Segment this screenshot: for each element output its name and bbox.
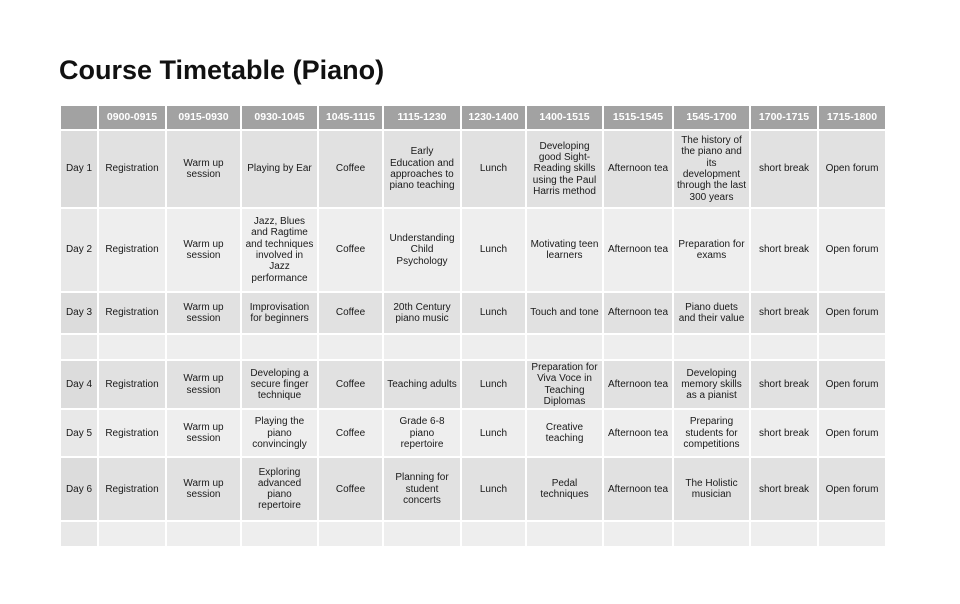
session-cell: The Holistic musician <box>673 457 750 521</box>
session-cell: Warm up session <box>166 457 241 521</box>
session-cell: Afternoon tea <box>603 457 673 521</box>
session-cell: Warm up session <box>166 208 241 292</box>
session-cell: Registration <box>98 208 166 292</box>
day-row <box>60 292 886 334</box>
header-corner-cell <box>60 105 98 130</box>
session-cell: Warm up session <box>166 409 241 457</box>
day-row <box>60 130 886 208</box>
day-row <box>60 409 886 457</box>
session-cell: 20th Century piano music <box>383 292 461 334</box>
session-cell: Coffee <box>318 360 383 409</box>
session-cell: Registration <box>98 360 166 409</box>
time-slot-header: 1230-1400 <box>461 105 526 130</box>
timetable-body <box>60 130 886 547</box>
session-cell <box>818 334 886 360</box>
session-cell <box>241 334 318 360</box>
day-label: Day 6 <box>60 457 98 521</box>
session-cell: Pedal techniques <box>526 457 603 521</box>
session-cell: Exploring advanced piano repertoire <box>241 457 318 521</box>
day-label: Day 2 <box>60 208 98 292</box>
session-cell: short break <box>750 360 818 409</box>
session-cell: Playing the piano convincingly <box>241 409 318 457</box>
session-cell <box>526 521 603 547</box>
session-cell: Open forum <box>818 409 886 457</box>
time-slot-header: 1045-1115 <box>318 105 383 130</box>
session-cell <box>750 521 818 547</box>
time-slot-header: 1400-1515 <box>526 105 603 130</box>
timetable-header <box>60 105 886 130</box>
session-cell <box>818 521 886 547</box>
session-cell: Early Education and approaches to piano teaching <box>383 130 461 208</box>
session-cell: Creative teaching <box>526 409 603 457</box>
day-row <box>60 208 886 292</box>
session-cell: Lunch <box>461 409 526 457</box>
session-cell: Grade 6-8 piano repertoire <box>383 409 461 457</box>
session-cell <box>526 334 603 360</box>
session-cell <box>673 521 750 547</box>
time-slot-header: 0930-1045 <box>241 105 318 130</box>
session-cell: Registration <box>98 292 166 334</box>
page-title: Course Timetable (Piano) <box>59 55 385 85</box>
session-cell: Warm up session <box>166 292 241 334</box>
session-cell <box>241 521 318 547</box>
session-cell <box>166 521 241 547</box>
time-slot-header: 1515-1545 <box>603 105 673 130</box>
session-cell: The history of the piano and its development through the last 300 years <box>673 130 750 208</box>
session-cell: Coffee <box>318 457 383 521</box>
session-cell: Afternoon tea <box>603 292 673 334</box>
session-cell: short break <box>750 208 818 292</box>
session-cell: Coffee <box>318 130 383 208</box>
session-cell: Afternoon tea <box>603 208 673 292</box>
session-cell: Developing good Sight-Reading skills using the Paul Harris method <box>526 130 603 208</box>
time-slot-header: 1715-1800 <box>818 105 886 130</box>
session-cell <box>318 334 383 360</box>
session-cell: Lunch <box>461 208 526 292</box>
session-cell <box>461 521 526 547</box>
session-cell: Coffee <box>318 409 383 457</box>
session-cell: Open forum <box>818 130 886 208</box>
session-cell: short break <box>750 409 818 457</box>
session-cell: Warm up session <box>166 130 241 208</box>
session-cell: short break <box>750 292 818 334</box>
session-cell: Improvisation for beginners <box>241 292 318 334</box>
time-slot-header: 1115-1230 <box>383 105 461 130</box>
day-label: Day 1 <box>60 130 98 208</box>
session-cell: short break <box>750 457 818 521</box>
session-cell: Motivating teen learners <box>526 208 603 292</box>
session-cell: Developing a secure finger technique <box>241 360 318 409</box>
session-cell: Planning for student concerts <box>383 457 461 521</box>
session-cell <box>318 521 383 547</box>
session-cell <box>603 334 673 360</box>
session-cell: Playing by Ear <box>241 130 318 208</box>
time-slot-header: 1545-1700 <box>673 105 750 130</box>
session-cell <box>750 334 818 360</box>
session-cell: Coffee <box>318 208 383 292</box>
time-slot-header: 1700-1715 <box>750 105 818 130</box>
session-cell: Registration <box>98 130 166 208</box>
session-cell: Afternoon tea <box>603 409 673 457</box>
session-cell: Preparation for Viva Voce in Teaching Diplomas <box>526 360 603 409</box>
session-cell <box>166 334 241 360</box>
day-label: Day 4 <box>60 360 98 409</box>
session-cell: Registration <box>98 457 166 521</box>
day-label: Day 3 <box>60 292 98 334</box>
session-cell: Open forum <box>818 457 886 521</box>
session-cell: Warm up session <box>166 360 241 409</box>
session-cell: Open forum <box>818 360 886 409</box>
session-cell: Developing memory skills as a pianist <box>673 360 750 409</box>
day-row <box>60 457 886 521</box>
session-cell <box>673 334 750 360</box>
session-cell: Jazz, Blues and Ragtime and techniques involved in Jazz performance <box>241 208 318 292</box>
session-cell <box>98 521 166 547</box>
session-cell: Lunch <box>461 457 526 521</box>
session-cell: Preparing students for competitions <box>673 409 750 457</box>
session-cell: Lunch <box>461 130 526 208</box>
empty-row <box>60 334 886 360</box>
time-slot-header: 0915-0930 <box>166 105 241 130</box>
session-cell: short break <box>750 130 818 208</box>
day-label <box>60 334 98 360</box>
session-cell <box>461 334 526 360</box>
session-cell: Preparation for exams <box>673 208 750 292</box>
timetable <box>59 104 887 548</box>
session-cell: Lunch <box>461 360 526 409</box>
session-cell <box>98 334 166 360</box>
header-row <box>60 105 886 130</box>
empty-row <box>60 521 886 547</box>
session-cell: Registration <box>98 409 166 457</box>
day-label: Day 5 <box>60 409 98 457</box>
session-cell: Teaching adults <box>383 360 461 409</box>
session-cell: Coffee <box>318 292 383 334</box>
session-cell: Lunch <box>461 292 526 334</box>
session-cell: Touch and tone <box>526 292 603 334</box>
day-label <box>60 521 98 547</box>
session-cell: Open forum <box>818 208 886 292</box>
day-row <box>60 360 886 409</box>
time-slot-header: 0900-0915 <box>98 105 166 130</box>
session-cell <box>383 521 461 547</box>
session-cell: Understanding Child Psychology <box>383 208 461 292</box>
session-cell: Afternoon tea <box>603 130 673 208</box>
session-cell: Open forum <box>818 292 886 334</box>
session-cell <box>383 334 461 360</box>
session-cell: Afternoon tea <box>603 360 673 409</box>
session-cell <box>603 521 673 547</box>
session-cell: Piano duets and their value <box>673 292 750 334</box>
